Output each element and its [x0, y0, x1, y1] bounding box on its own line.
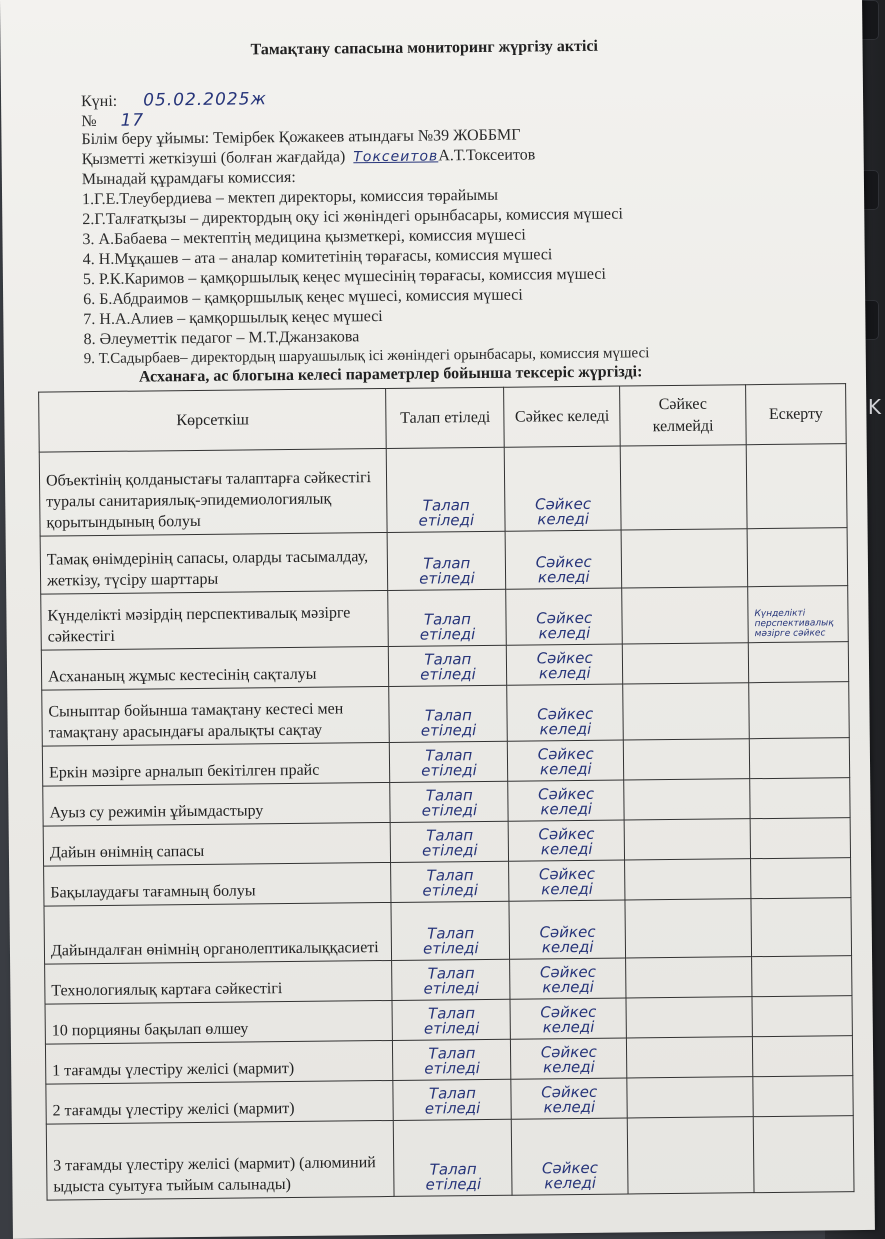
- supplier-name: А.Т.Токсеитов: [438, 146, 536, 165]
- not-complies-cell: [622, 643, 748, 684]
- note-cell: [748, 642, 848, 683]
- table-row: [40, 528, 848, 594]
- required-cell: Талап етіледі: [388, 531, 506, 590]
- inspection-table: [38, 383, 854, 1200]
- commission-member: 7. Н.А.Алиев – қамқоршылық кеңес мүшесі: [83, 308, 383, 329]
- criterion-cell: Күнделікті мәзірдің перспективалық мәзірге сәйкестігі: [41, 590, 389, 650]
- note-cell: [749, 682, 850, 739]
- required-cell: Талап етіледі: [388, 589, 506, 646]
- complies-cell: Сәйкес келеді: [508, 820, 624, 861]
- note-cell: [752, 956, 852, 997]
- complies-cell: Сәйкес келеді: [509, 860, 625, 901]
- required-cell: Талап етіледі: [387, 447, 506, 532]
- criterion-cell: Дайындалған өнімнің органолептикалыққасиеті: [44, 902, 392, 964]
- note-cell: [751, 858, 851, 899]
- table-row: [42, 682, 850, 746]
- criterion-cell: 2 тағамды үлестіру желісі (мармит): [46, 1080, 394, 1124]
- commission-member: 5. Р.К.Каримов – қамқоршылық кеңес мүшесінің төрағасы, комиссия мүшесі: [82, 265, 606, 289]
- note-cell: [747, 528, 848, 587]
- complies-cell: Сәйкес келеді: [510, 958, 626, 999]
- criterion-cell: 10 порцияны бақылап өлшеу: [45, 1000, 393, 1044]
- complies-cell: Сәйкес келеді: [508, 780, 624, 821]
- commission-member: 4. Н.Мұқашев – ата – аналар комитетінің төрағасы, комиссия мүшесі: [82, 246, 553, 269]
- complies-cell: Сәйкес келеді: [506, 588, 622, 645]
- commission-member: 1.Г.Е.Тлеубердиева – мектеп директоры, комиссия төрайымы: [82, 186, 499, 209]
- complies-cell: Сәйкес келеді: [505, 530, 621, 589]
- supplier-line: [82, 146, 536, 169]
- note-cell: [753, 1076, 853, 1117]
- commission-member: 9. Т.Садырбаев– директордың шаруашылық ісі жөніндегі орынбасары, комиссия мүшесі: [83, 345, 650, 368]
- not-complies-cell: [623, 739, 749, 780]
- table-row: [41, 586, 849, 650]
- required-cell: Талап етіледі: [393, 1079, 511, 1120]
- required-cell: Талап етіледі: [391, 901, 509, 960]
- required-cell: Талап етіледі: [391, 861, 509, 902]
- complies-cell: Сәйкес келеді: [512, 1118, 629, 1195]
- note-cell: [749, 738, 849, 779]
- date-line: [81, 89, 267, 111]
- table-row: [39, 444, 847, 536]
- criterion-cell: Технологиялық картаға сәйкестігі: [45, 960, 393, 1004]
- complies-cell: Сәйкес келеді: [507, 684, 623, 741]
- column-header: Көрсеткіш: [39, 388, 387, 452]
- table-row: [46, 1116, 854, 1200]
- supplier-signature: Токсеитов: [353, 148, 439, 166]
- criterion-cell: Сыныптар бойынша тамақтану кестесі мен тамақтану арасындағы аралықты сақтау: [42, 686, 390, 746]
- background-glyph: K: [867, 395, 881, 419]
- note-cell: [746, 444, 847, 529]
- complies-cell: Сәйкес келеді: [511, 1038, 627, 1079]
- commission-intro: Мынадай құрамдағы комиссия:: [81, 168, 296, 189]
- required-cell: Талап етіледі: [393, 1039, 511, 1080]
- required-cell: Талап етіледі: [390, 741, 508, 782]
- note-cell: [752, 1036, 852, 1077]
- criterion-cell: 3 тағамды үлестіру желісі (мармит) (алюминий ыдыста суытуға тыйым салынады): [46, 1120, 394, 1200]
- note-cell: [750, 778, 850, 819]
- commission-member: 2.Г.Талғатқызы – директордың оқу ісі жөніндегі орынбасары, комиссия мүшесі: [82, 205, 623, 229]
- not-complies-cell: [627, 1077, 753, 1118]
- complies-cell: Сәйкес келеді: [507, 644, 623, 685]
- not-complies-cell: [623, 683, 749, 740]
- required-cell: Талап етіледі: [389, 685, 507, 742]
- complies-cell: Сәйкес келеді: [510, 998, 626, 1039]
- complies-cell: Сәйкес келеді: [508, 740, 624, 781]
- criterion-cell: Асхананың жұмыс кестесінің сақталуы: [41, 646, 389, 690]
- required-cell: Талап етіледі: [391, 821, 509, 862]
- commission-member: 8. Әлеуметтік педагог – М.Т.Джанзакова: [83, 328, 360, 349]
- column-header: Сәйкес келеді: [504, 386, 620, 447]
- page-title: Тамақтану сапасына мониторинг жүргізу актісі: [250, 37, 599, 59]
- not-complies-cell: [626, 957, 752, 998]
- criterion-cell: 1 тағамды үлестіру желісі (мармит): [45, 1040, 393, 1084]
- criterion-cell: Объектінің қолданыстағы талаптарға сәйкестігі туралы санитариялық-эпидемиологиялық қорытындының болуы: [39, 448, 387, 536]
- criterion-cell: Бақылаудағы тағамның болуы: [44, 862, 392, 906]
- commission-member: 6. Б.Абдраимов – қамқоршылық кеңес мүшесі, комиссия мүшесі: [83, 286, 523, 309]
- not-complies-cell: [622, 587, 748, 644]
- not-complies-cell: [621, 529, 747, 588]
- note-cell: [753, 1116, 854, 1193]
- not-complies-cell: [625, 859, 751, 900]
- date-value: 05.02.2025ж: [143, 89, 267, 111]
- number-line: [81, 110, 144, 131]
- note-cell: Күнделікті перспективалық мәзірге сәйкес: [748, 586, 849, 643]
- table-row: [44, 898, 852, 964]
- required-cell: Талап етіледі: [392, 999, 510, 1040]
- not-complies-cell: [627, 1117, 754, 1194]
- criterion-cell: Дайын өнімнің сапасы: [43, 822, 391, 866]
- org-line: Білім беру ұйымы: Темірбек Қожакеев атындағы №39 ЖОББМГ: [81, 126, 521, 149]
- number-value: 17: [120, 110, 145, 131]
- complies-cell: Сәйкес келеді: [511, 1078, 627, 1119]
- required-cell: Талап етіледі: [389, 645, 507, 686]
- commission-member: 3. А.Бабаева – мектептің медицина қызметкері, комиссия мүшесі: [82, 226, 526, 249]
- required-cell: Талап етіледі: [394, 1119, 513, 1196]
- required-cell: Талап етіледі: [392, 959, 510, 1000]
- table-heading: Асханаға, ас блогына келесі параметрлер бойынша тексеріс жүргізді:: [138, 363, 643, 386]
- not-complies-cell: [624, 819, 750, 860]
- not-complies-cell: [627, 1037, 753, 1078]
- column-header: Сәйкес келмейді: [620, 385, 746, 446]
- supplier-label: Қызметті жеткізуші (болған жағдайда): [81, 148, 346, 169]
- column-header: Талап етіледі: [386, 387, 504, 448]
- note-cell: [751, 898, 852, 957]
- note-cell: [750, 818, 850, 859]
- criterion-cell: Тамақ өнімдерінің сапасы, оларды тасымалдау, жеткізу, түсіру шарттары: [40, 532, 388, 594]
- table-header-row: [39, 384, 847, 452]
- number-label: №: [81, 112, 97, 131]
- not-complies-cell: [625, 899, 751, 958]
- note-cell: [752, 996, 852, 1037]
- column-header: Ескерту: [746, 384, 847, 445]
- complies-cell: Сәйкес келеді: [509, 900, 625, 959]
- criterion-cell: Еркін мәзірге арналып бекітілген прайс: [42, 742, 390, 786]
- criterion-cell: Ауыз су режимін ұйымдастыру: [43, 782, 391, 826]
- not-complies-cell: [624, 779, 750, 820]
- not-complies-cell: [626, 997, 752, 1038]
- required-cell: Талап етіледі: [390, 781, 508, 822]
- complies-cell: Сәйкес келеді: [505, 446, 622, 531]
- not-complies-cell: [620, 445, 747, 530]
- date-label: Күні:: [80, 92, 118, 111]
